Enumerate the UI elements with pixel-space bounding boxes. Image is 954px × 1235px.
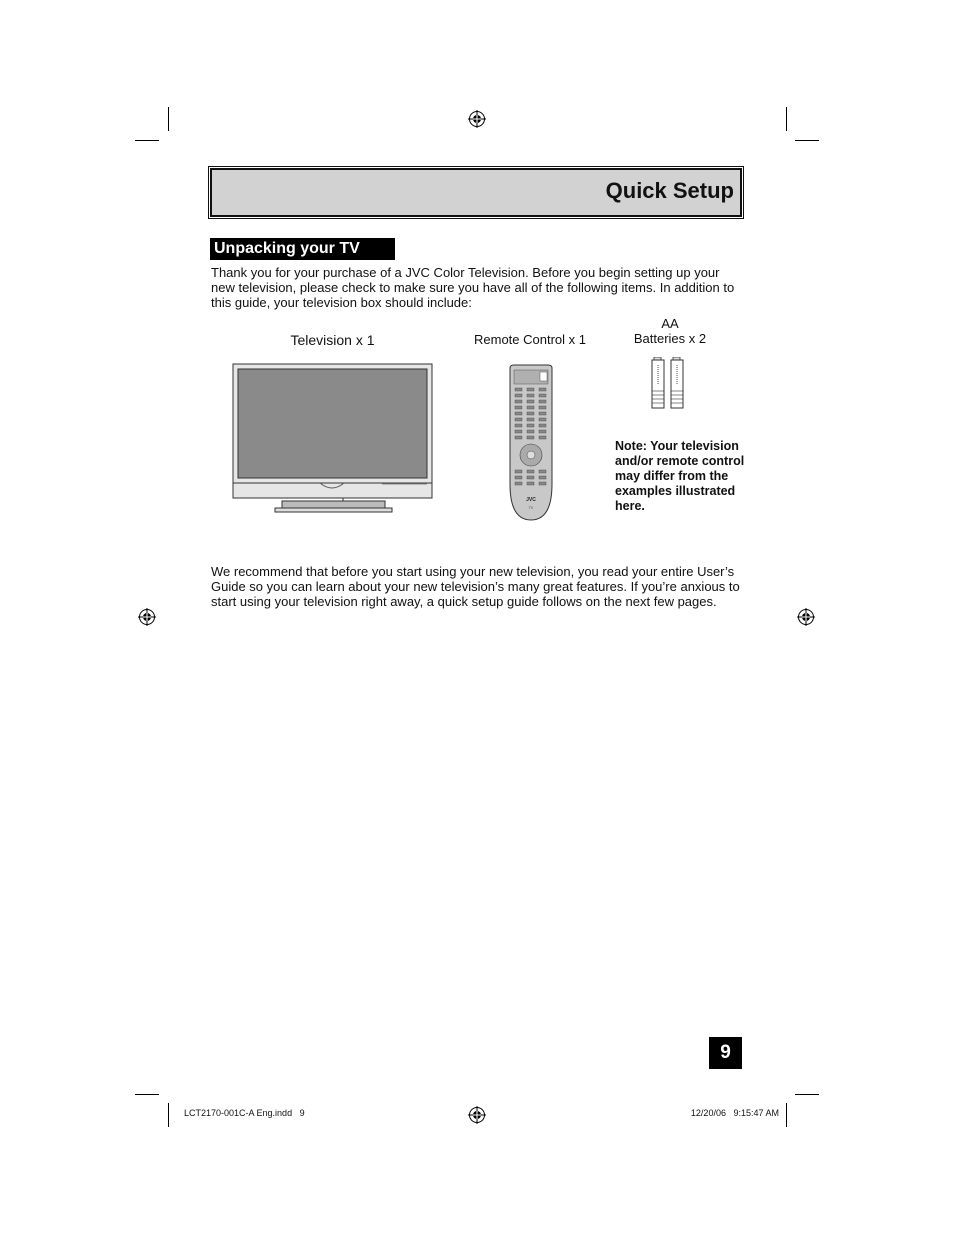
page-number: 9 [709,1037,742,1069]
crop-mark [795,1094,819,1095]
footer-timestamp: 12/20/06 9:15:47 AM [690,1108,779,1118]
registration-mark-icon [468,1106,486,1124]
batteries-illustration [651,357,689,409]
crop-mark [795,140,819,141]
recommend-paragraph: We recommend that before you start using your new television, you read your entire User’s Guide so you can learn about your new television’s many great features. If you’re anxious to start using your television right away, a quick setup guide follows on the next few pages. [211,564,740,609]
note-text: Note: Your television and/or remote control may differ from the examples illustrated here. [615,439,745,513]
registration-mark-icon [138,608,156,626]
crop-mark [168,107,169,131]
crop-mark [786,1103,787,1127]
battery-icon [671,357,683,408]
television-illustration [232,363,434,513]
crop-mark [168,1103,169,1127]
remote-control-illustration [506,364,556,522]
crop-mark [135,140,159,141]
batteries-label-line2: Batteries x 2 [633,331,707,346]
page-title: Quick Setup [605,178,734,203]
header-banner [210,168,742,217]
registration-mark-icon [468,110,486,128]
remote-brand: JVC [526,497,536,503]
registration-mark-icon [797,608,815,626]
tv-label: Television x 1 [290,332,375,348]
battery-icon [652,357,664,408]
batteries-label-line1: AA [661,316,679,331]
footer-file-name: LCT2170-001C-A Eng.indd 9 [184,1108,305,1118]
remote-sub: TV [528,506,534,510]
section-title: Unpacking your TV [210,238,395,260]
crop-mark [135,1094,159,1095]
remote-label: Remote Control x 1 [474,332,586,347]
crop-mark [786,107,787,131]
intro-paragraph: Thank you for your purchase of a JVC Color Television. Before you begin setting up your new television, please check to make sure you have all of the following items. In addition to this guide, your television box should include: [211,265,735,310]
